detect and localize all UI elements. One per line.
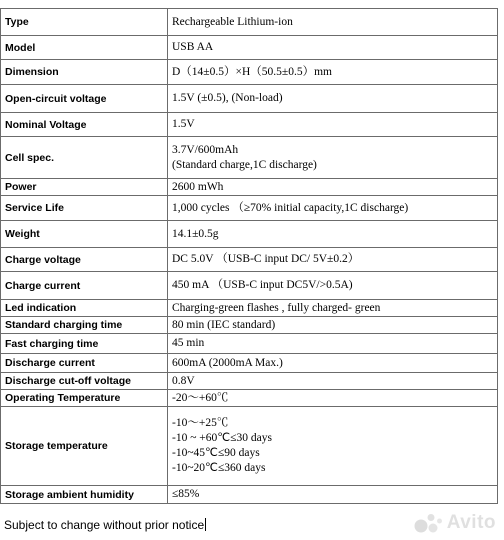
spec-table-body (1, 9, 498, 504)
spec-value (168, 272, 498, 300)
spec-value-line: 600mA (2000mA Max.) (172, 356, 283, 369)
spec-value-line: 80 min (IEC standard) (172, 318, 276, 331)
spec-row (1, 354, 498, 373)
spec-value-line: 2600 mWh (172, 180, 224, 193)
spec-row (1, 248, 498, 272)
spec-label: Open-circuit voltage (1, 85, 168, 113)
spec-row (1, 221, 498, 248)
spec-row (1, 113, 498, 137)
spec-label: Discharge current (1, 354, 168, 373)
spec-label: Storage temperature (1, 407, 168, 486)
spec-value (168, 486, 498, 504)
text-cursor (205, 518, 206, 531)
spec-value (168, 9, 498, 36)
spec-label: Storage ambient humidity (1, 486, 168, 504)
spec-label: Charge current (1, 272, 168, 300)
spec-value (168, 60, 498, 85)
spec-row (1, 390, 498, 407)
spec-value-line: (Standard charge,1C discharge) (172, 158, 317, 171)
spec-value-line: 1.5V (172, 118, 195, 130)
spec-value-line: DC 5.0V （USB-C input DC/ 5V±0.2） (172, 253, 360, 265)
spec-label: Dimension (1, 60, 168, 85)
spec-value (168, 221, 498, 248)
spec-row (1, 179, 498, 196)
spec-value (168, 36, 498, 60)
spec-row (1, 373, 498, 390)
spec-label: Fast charging time (1, 334, 168, 354)
spec-value-line: -20～+60℃ (172, 391, 229, 404)
spec-row (1, 407, 498, 486)
spec-value-line: 3.7V/600mAh (172, 143, 239, 156)
spec-label: Led indication (1, 300, 168, 317)
spec-row (1, 9, 498, 36)
spec-row (1, 60, 498, 85)
spec-row (1, 334, 498, 354)
avito-dots-icon (413, 512, 443, 534)
spec-row (1, 317, 498, 334)
spec-value (168, 248, 498, 272)
footer-note-text: Subject to change without prior notice (4, 518, 205, 532)
spec-row (1, 36, 498, 60)
spec-value-line: -10~45℃≤90 days (172, 447, 260, 459)
spec-label: Charge voltage (1, 248, 168, 272)
spec-value-line: USB AA (172, 41, 214, 53)
spec-value (168, 300, 498, 317)
footer-note (4, 517, 206, 533)
spec-row (1, 272, 498, 300)
spec-value (168, 317, 498, 334)
spec-value-line: 14.1±0.5g (172, 227, 219, 240)
spec-value (168, 179, 498, 196)
spec-value (168, 390, 498, 407)
spec-label: Discharge cut-off voltage (1, 373, 168, 390)
spec-label: Operating Temperature (1, 390, 168, 407)
spec-label: Nominal Voltage (1, 113, 168, 137)
spec-value-line: 450 mA （USB-C input DC5V/>0.5A) (172, 279, 353, 291)
watermark-text: Avito (446, 512, 496, 533)
spec-row (1, 137, 498, 179)
spec-value (168, 354, 498, 373)
spec-value (168, 407, 498, 486)
spec-value (168, 85, 498, 113)
spec-table (0, 8, 498, 504)
spec-label: Standard charging time (1, 317, 168, 334)
spec-row (1, 486, 498, 504)
spec-value-line: -10～+25℃ (172, 417, 229, 429)
spec-value-line: ≤85% (172, 488, 200, 500)
spec-value-line: 45 min (172, 337, 205, 349)
spec-value-line: -10 ~ +60℃≤30 days (172, 432, 272, 444)
spec-value-line: D（14±0.5）×H（50.5±0.5）mm (172, 65, 332, 78)
spec-value (168, 196, 498, 221)
spec-value (168, 334, 498, 354)
spec-value-line: 1,000 cycles （≥70% initial capacity,1C discharge) (172, 201, 409, 214)
spec-label: Service Life (1, 196, 168, 221)
spec-label: Cell spec. (1, 137, 168, 179)
spec-value (168, 373, 498, 390)
spec-label: Weight (1, 221, 168, 248)
spec-label: Model (1, 36, 168, 60)
spec-row (1, 300, 498, 317)
spec-value-line: Charging-green flashes , fully charged- green (172, 301, 381, 314)
spec-value-line: -10~20℃≤360 days (172, 462, 266, 474)
spec-value-line: 1.5V (±0.5), (Non-load) (172, 92, 283, 104)
spec-value-line: 0.8V (172, 374, 195, 387)
spec-label: Power (1, 179, 168, 196)
spec-label: Type (1, 9, 168, 36)
watermark (413, 512, 496, 534)
spec-row (1, 85, 498, 113)
spec-row (1, 196, 498, 221)
spec-value-line: Rechargeable Lithium-ion (172, 15, 293, 28)
spec-value (168, 137, 498, 179)
spec-value (168, 113, 498, 137)
